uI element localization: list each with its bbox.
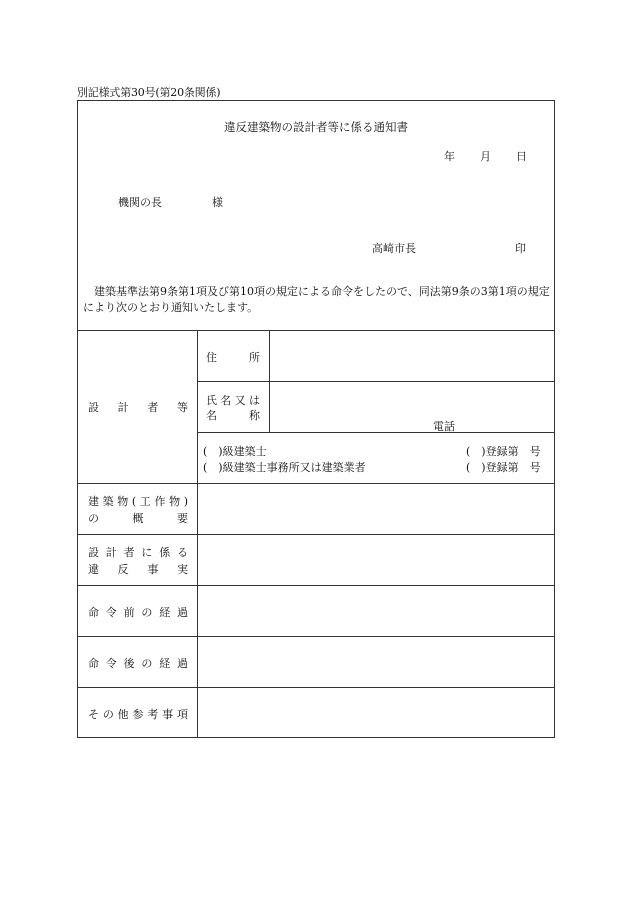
- before-order-field[interactable]: [198, 586, 554, 636]
- after-order-label: 命令後の経過: [88, 657, 188, 670]
- address-field[interactable]: [270, 331, 554, 381]
- other-notes-field[interactable]: [198, 688, 554, 737]
- notice-body: 建築基準法第9条第1項及び第10項の規定による命令をしたので、同法第9条の3第1項の規定により次のとおり通知いたします。: [83, 285, 550, 314]
- name-label-line2: 名称: [206, 409, 260, 422]
- address-label: 住所: [206, 351, 260, 364]
- date-month: 月: [480, 150, 491, 163]
- violation-label-line2: 違反事実: [88, 563, 188, 576]
- name-row-divider: [197, 432, 554, 433]
- violation-field[interactable]: [198, 535, 554, 585]
- building-label-line1: 建築物(工作物): [88, 495, 188, 508]
- license-architect: ( )級建築士: [203, 445, 267, 458]
- date-year: 年: [444, 150, 455, 163]
- name-label-line1: 氏名又は: [206, 394, 260, 407]
- date-day: 日: [516, 150, 527, 163]
- name-field[interactable]: [270, 382, 554, 432]
- phone-label: 電話: [433, 420, 455, 433]
- registration-office: ( )登録第 号: [466, 461, 541, 474]
- sender-seal: 印: [515, 242, 526, 255]
- registration-architect: ( )登録第 号: [466, 445, 541, 458]
- recipient-label: 機関の長: [118, 196, 162, 209]
- violation-label-line1: 設計者に係る: [88, 546, 188, 559]
- sender-name: 高崎市長: [372, 242, 416, 255]
- before-order-label: 命令前の経過: [88, 606, 188, 619]
- notice-form: [77, 100, 555, 738]
- designer-label: 設計者等: [88, 401, 188, 414]
- form-reference: 別記様式第30号(第20条関係): [77, 86, 221, 99]
- building-label-line2: の概要: [88, 512, 188, 525]
- after-order-field[interactable]: [198, 637, 554, 687]
- recipient-honorific: 様: [212, 196, 223, 209]
- license-office: ( )級建築士事務所又は建築業者: [203, 461, 366, 474]
- building-field[interactable]: [198, 484, 554, 534]
- other-notes-label: その他参考事項: [88, 708, 188, 721]
- document-title: 違反建築物の設計者等に係る通知書: [224, 120, 408, 134]
